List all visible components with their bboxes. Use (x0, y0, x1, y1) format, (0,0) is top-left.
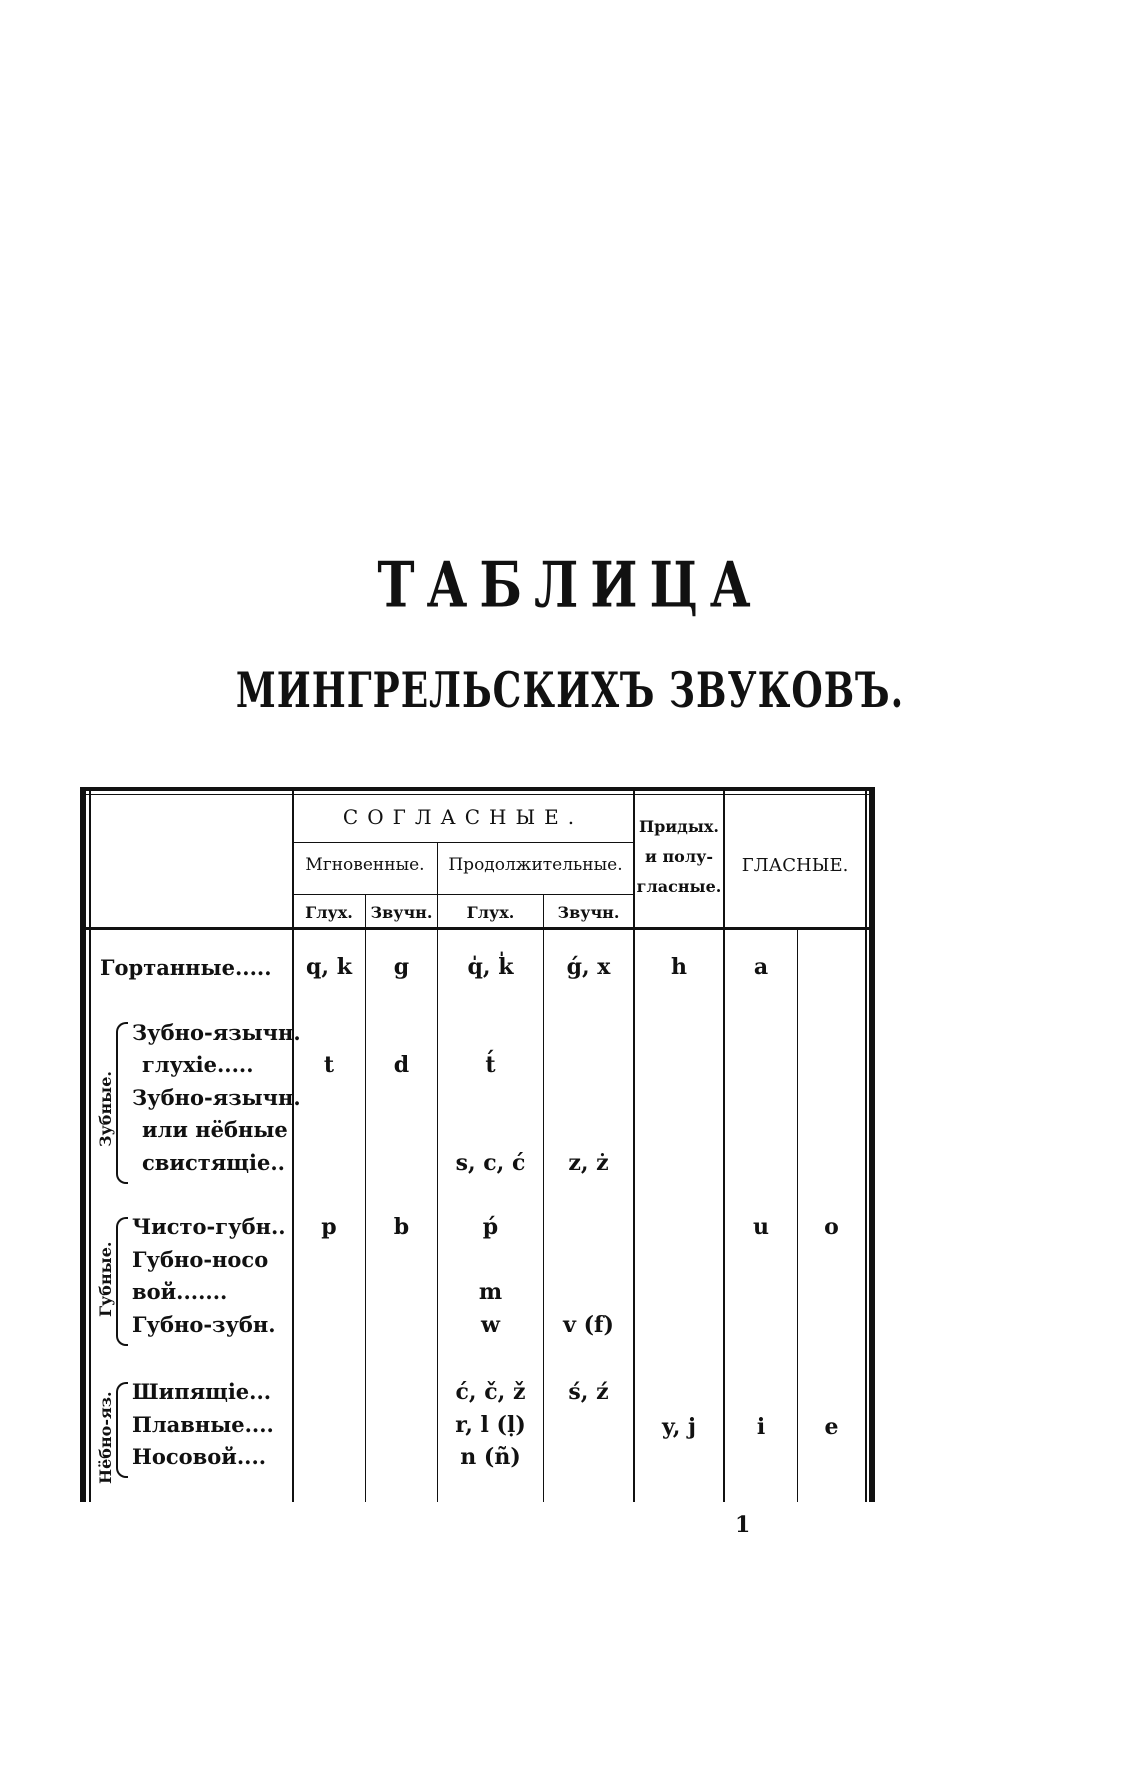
brace-dental (116, 1022, 128, 1184)
cell-dental-2-v4: z, ż (568, 1150, 609, 1176)
page-number: 1 (735, 1512, 751, 1538)
cell-labial-1-v6: u (753, 1214, 769, 1240)
table-frame-top (80, 787, 875, 791)
row-label-palatal-2: Плавные.... (132, 1412, 274, 1437)
row-label-dental-1b: глухіе..... (142, 1052, 254, 1077)
cell-palatal-2-v7: e (824, 1414, 839, 1440)
header-voiced-2: Звучн. (557, 903, 620, 922)
cell-labial-1-v3: ṕ (482, 1214, 499, 1240)
header-instant: Мгновенные. (305, 855, 425, 875)
group-label-dental: Зубные. (96, 1071, 115, 1147)
row-label-dental-2b: или нёбные (142, 1117, 288, 1142)
group-label-labial: Губные. (96, 1241, 115, 1317)
group-label-palatal: Нёбно-яз. (96, 1391, 115, 1484)
cell-guttural-v1: q, k (306, 954, 352, 980)
table-frame-left (80, 787, 86, 1502)
cell-labial-1-v7: o (824, 1214, 839, 1240)
row-label-dental-1a: Зубно-язычн. (132, 1020, 301, 1045)
cell-palatal-2-v5: y, j (662, 1414, 696, 1440)
page-title: ТАБЛИЦА (377, 547, 763, 622)
brace-labial (116, 1217, 128, 1346)
row-label-labial-2b: вой....... (132, 1279, 228, 1304)
cell-dental-1-v2: d (393, 1052, 410, 1078)
col-line-1 (292, 787, 294, 1502)
cell-guttural-v3: q̍, k̍ (467, 954, 514, 980)
cell-labial-2-v3: m (478, 1279, 503, 1305)
col-line-2 (365, 894, 366, 1502)
cell-dental-1-v1: t (323, 1052, 335, 1078)
row-label-palatal-1: Шипящіе... (132, 1379, 272, 1404)
header-voiceless-1: Глух. (305, 903, 353, 922)
header-rule-consonants (293, 842, 633, 843)
row-label-guttural: Гортанные..... (100, 955, 272, 980)
header-rule (80, 927, 875, 930)
header-aspirates-1: Придых. (639, 817, 719, 836)
col-line-4 (543, 894, 544, 1502)
cell-guttural-v2: g (393, 954, 410, 980)
brace-palatal (116, 1382, 128, 1478)
table-frame-top-inner (80, 794, 875, 795)
table-frame-right-inner (865, 787, 867, 1502)
header-aspirates-3: гласные. (636, 877, 722, 896)
header-aspirates-2: и полу- (645, 847, 713, 866)
cell-labial-1-v1: p (321, 1214, 337, 1240)
col-line-6 (723, 787, 725, 1502)
cell-palatal-3-v3: n (ñ) (460, 1444, 521, 1470)
header-voiced-1: Звучн. (370, 903, 433, 922)
cell-palatal-1-v3: ć, č, ž (455, 1379, 526, 1405)
table-frame-right (869, 787, 875, 1502)
row-label-dental-2c: свистящіе.. (142, 1150, 285, 1175)
cell-labial-3-v4: v (f) (563, 1312, 614, 1338)
cell-dental-1-v3: t́ (485, 1052, 496, 1078)
sound-table (80, 787, 875, 1502)
row-label-labial-2a: Губно-носо (132, 1247, 269, 1272)
row-label-palatal-3: Носовой.... (132, 1444, 267, 1469)
cell-guttural-v5: h (671, 954, 687, 980)
header-consonants: СОГЛАСНЫЕ. (342, 805, 584, 829)
header-vowels: ГЛАСНЫЕ. (741, 855, 849, 876)
row-label-labial-1: Чисто-губн.. (132, 1214, 286, 1239)
row-label-dental-2a: Зубно-язычн. (132, 1085, 301, 1110)
cell-labial-1-v2: b (393, 1214, 410, 1240)
table-frame-left-inner (89, 787, 91, 1502)
header-voiceless-2: Глух. (466, 903, 515, 922)
row-label-labial-3: Губно-зубн. (132, 1312, 276, 1337)
cell-guttural-v4: ǵ, x (566, 954, 611, 980)
header-continuous: Продолжительные. (448, 855, 623, 875)
cell-palatal-2-v6: i (756, 1414, 766, 1440)
cell-dental-2-v3: s, c, ć (455, 1150, 526, 1176)
cell-guttural-v6: a (753, 954, 769, 980)
page-subtitle: МИНГРЕЛЬСКИХЪ ЗВУКОВЪ. (235, 662, 905, 720)
cell-palatal-2-v3: r, l (ḷ) (455, 1412, 526, 1438)
header-rule-sub (293, 894, 633, 895)
cell-labial-3-v3: w (481, 1312, 500, 1338)
cell-palatal-1-v4: ś, ź (568, 1379, 609, 1405)
